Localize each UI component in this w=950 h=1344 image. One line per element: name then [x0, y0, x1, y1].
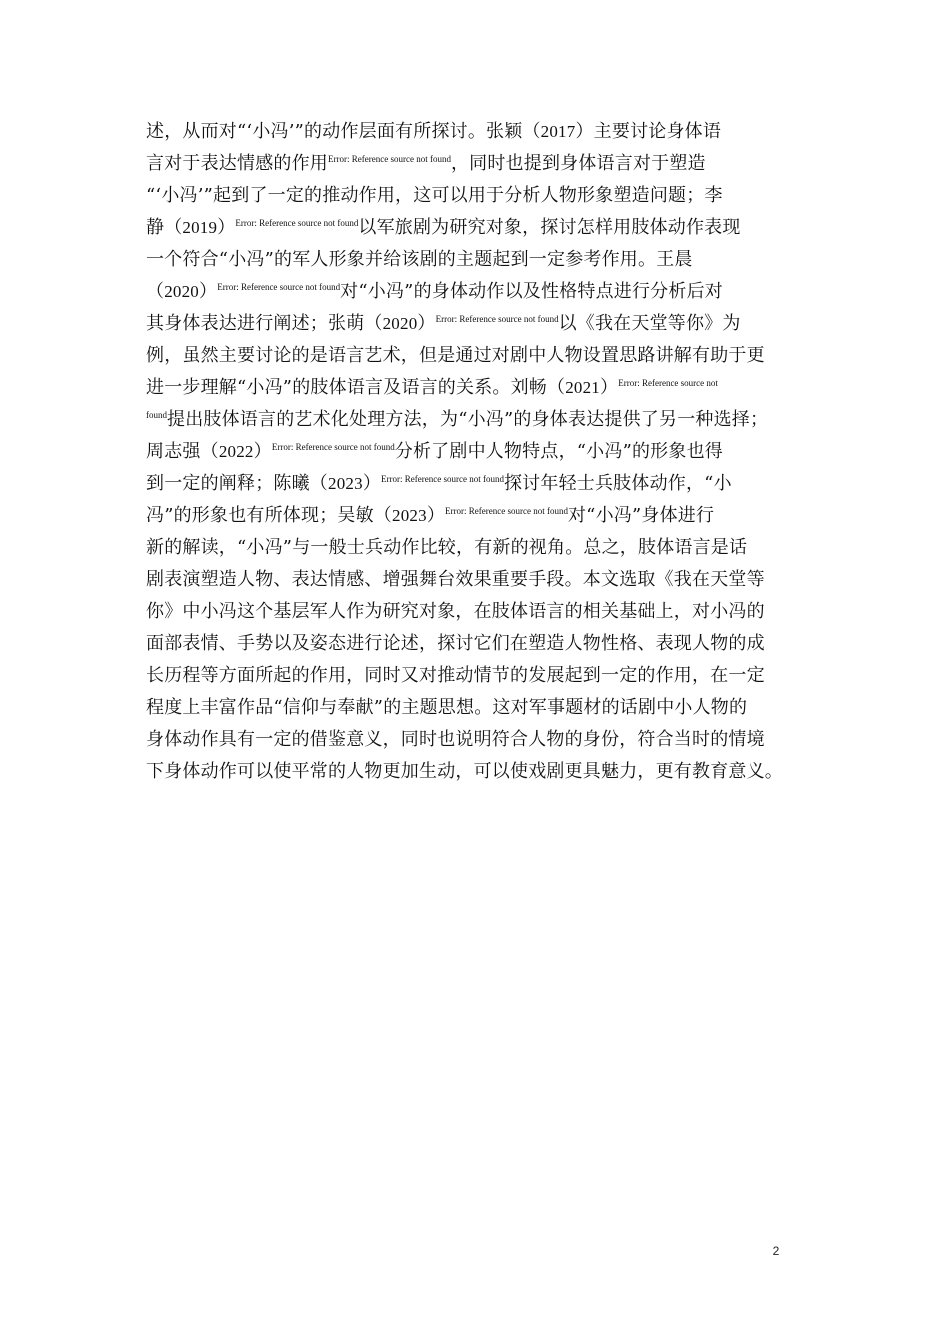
reference-error: Error: Reference source not found [328, 154, 451, 164]
text-line: 冯”的形象也有所体现；吴敏（2023）$^{Error: Reference source not found}$对“小冯”身体进行 [146, 505, 715, 526]
text-line: 剧表演塑造人物、表达情感、增强舞台效果重要手段。本文选取《我在天堂等 [146, 569, 765, 590]
reference-error: Error: Reference source not [618, 378, 718, 388]
body-paragraph [146, 116, 806, 788]
text-line: 言对于表达情感的作用$^{Error: Reference source not found}$，同时也提到身体语言对于塑造 [146, 153, 706, 174]
text-line: “‘小冯’”起到了一定的推动作用，这可以用于分析人物形象塑造问题；李 [146, 185, 723, 206]
text-line: 例，虽然主要讨论的是语言艺术，但是通过对剧中人物设置思路讲解有助于更 [146, 345, 765, 366]
text-line: $^{found}$提出肢体语言的艺术化处理方法，为“小冯”的身体表达提供了另一种选择； [146, 409, 769, 430]
text-line: 到一定的阐释；陈曦（2023）$^{Error: Reference source not found}$探讨年轻士兵肢体动作，“小 [146, 473, 732, 494]
page-number: 2 [772, 1244, 780, 1258]
text-line: 静（2019）$^{Error: Reference source not found}$以军旅剧为研究对象，探讨怎样用肢体动作表现 [146, 217, 741, 238]
reference-error: Error: Reference source not found [217, 282, 341, 292]
text-line: 新的解读，“小冯”与一般士兵动作比较，有新的视角。总之，肢体语言是话 [146, 537, 748, 558]
text-line: 一个符合“小冯”的军人形象并给该剧的主题起到一定参考作用。王晨 [146, 249, 693, 270]
reference-error: Error: Reference source not found [381, 474, 504, 484]
text-line: 周志强（2022）$^{Error: Reference source not found}$分析了剧中人物特点，“小冯”的形象也得 [146, 441, 723, 462]
reference-error: Error: Reference source not found [445, 506, 568, 516]
text-line: 述，从而对“‘小冯’”的动作层面有所探讨。张颖（2017）主要讨论身体语 [146, 121, 722, 142]
reference-error: Error: Reference source not found [271, 442, 395, 452]
text-line: 下身体动作可以使平常的人物更加生动，可以使戏剧更具魅力，更有教育意义。 [146, 761, 783, 782]
text-line: （2020）$^{Error: Reference source not found}$对“小冯”的身体动作以及性格特点进行分析后对 [146, 281, 723, 302]
text-line: 长历程等方面所起的作用，同时又对推动情节的发展起到一定的作用，在一定 [146, 665, 765, 686]
reference-error: Error: Reference source not found [435, 314, 559, 324]
text-line: 程度上丰富作品“信仰与奉献”的主题思想。这对军事题材的话剧中小人物的 [146, 697, 748, 718]
text-line: 身体动作具有一定的借鉴意义，同时也说明符合人物的身份，符合当时的情境 [146, 729, 765, 750]
reference-error: found [146, 410, 167, 420]
text-line: 进一步理解“小冯”的肢体语言及语言的关系。刘畅（2021）$^{Error: Reference source not}$ [146, 377, 718, 398]
text-line: 你》中小冯这个基层军人作为研究对象，在肢体语言的相关基础上，对小冯的 [146, 601, 765, 622]
reference-error: Error: Reference source not found [235, 218, 359, 228]
text-line: 其身体表达进行阐述；张萌（2020）$^{Error: Reference source not found}$以《我在天堂等你》为 [146, 313, 741, 334]
text-line: 面部表情、手势以及姿态进行论述，探讨它们在塑造人物性格、表现人物的成 [146, 633, 765, 654]
